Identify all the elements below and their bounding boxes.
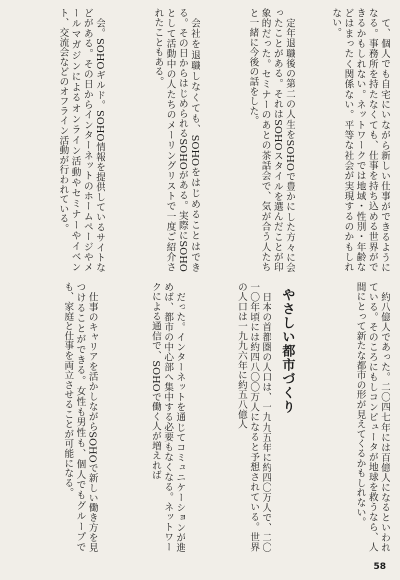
lower-text-band (10, 282, 390, 552)
page-number: 58 (373, 562, 386, 572)
section-heading: やさしい都市づくり (279, 288, 295, 414)
paragraph: だった。インターネットを通じてコミュニケーションが進めば、都市の中心部へ集中する必要もなくなる。ネットワークによる通信で、SOHOで働く人が増えれば (149, 282, 186, 552)
text-column (105, 8, 200, 272)
section-block (185, 282, 302, 552)
text-column (185, 282, 271, 552)
upper-text-band (10, 8, 390, 272)
paragraph: 日本の首都圏の人口は、一九九五年に約四〇万人で、二〇一〇年頃には約四八〇〇万人になると予想されている。世界の人口は一九九六年に約五八億人 (235, 282, 272, 552)
text-column (200, 8, 295, 272)
text-column (302, 282, 390, 552)
text-column (295, 8, 390, 272)
text-column (98, 282, 186, 552)
paragraph: 会。SOHOギルド。SOHO情報を提供しているサイトなどがある。その日からインターネットのホームページやメールマガジンによるオンライン活動やセミナーやイベント、交流会などのオフライン活動が行われている。 (57, 8, 105, 272)
paragraph: て、個人でも自宅にいながら新しい仕事ができるようになる。事務所を持たなくても、仕事を持ち込める世界ができるかもしれない。ネットワークでは地域・性別・年齢などはまったく関係ない。平等な社会が実現するのかもしれない。 (330, 8, 390, 272)
paragraph: 定年退職後の第二の人生をSOHOで豊かにした方々に会ったことがある。それはSOHOスタイルを選んだことが印象的だった。セミナーのあとの茶話会で、気が合う人たちと一緒に今後の話をした。 (247, 8, 295, 272)
paragraph: 仕事のキャリアを活かしながらSOHOで新しい働き方を見つけることができる。女性も男性も、個人でもグループでも、家庭と仕事を両立させることが可能になる。 (62, 282, 98, 552)
text-column (10, 282, 98, 552)
text-column (10, 8, 105, 272)
paragraph: 約八億人であった。二〇四七年には百億人になるといわれている。そのころにもしコンピュータが地球を救うなら、人間にとって新たな都市の形が見えてくるかもしれない。 (354, 282, 390, 552)
paragraph: 会社を退職しなくても、SOHOをはじめることはできる。その日からはじめられるSOHOがある。実際にSOHOとして活動中の人たちのメーリングリストで一度ご紹介されたこともある。 (152, 8, 200, 272)
